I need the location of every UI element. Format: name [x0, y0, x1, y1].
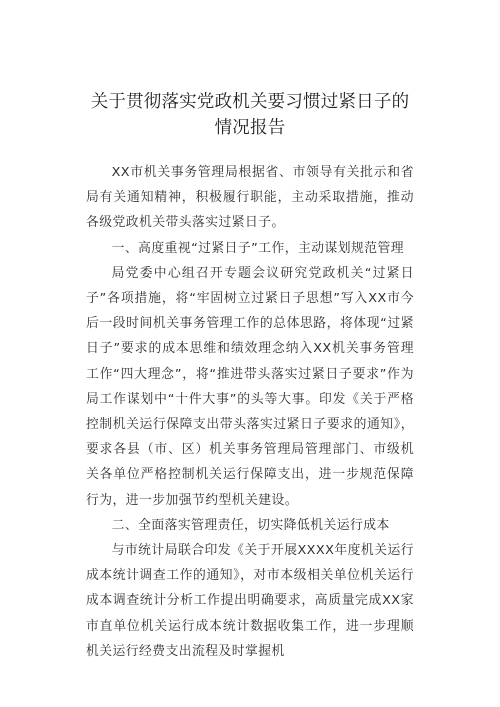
- paragraph-section-2: 与市统计局联合印发《关于开展XXXX年度机关运行成本统计调查工作的通知》，对市本级相关单位机关运行成本调查统计分析工作提出明确要求，高质量完成XX家市直单位机关运行成本统计数据收集工作，进一步理顺机关运行经费支出流程及时掌握机: [86, 543, 414, 659]
- paragraph-section-1: 局党委中心组召开专题会议研究党政机关“过紧日子”各项措施，将“牢固树立过紧日子思想”写入XX市今后一段时间机关事务管理工作的总体思路，将体现“过紧日子”要求的成本思维和绩效理念纳入XX机关事务管理工作“四大理念”，将“推进带头落实过紧日子要求”作为局工作谋划中“十件大事”的头等大事。印发《关于严格控制机关运行保障支出带头落实过紧日子要求的通知》，要求各县（市、区）机关事务管理局管理部门、市级机关各单位严格控制机关运行保障支出，进一步规范保障行为，进一步加强节约型机关建设。: [86, 265, 414, 508]
- section-heading-2: 二、全面落实管理责任，切实降低机关运行成本: [111, 517, 390, 533]
- section-heading-1: 一、高度重视“过紧日子”工作，主动谋划规范管理: [111, 240, 404, 256]
- document-title-line-1: 关于贯彻落实党政机关要习惯过紧日子的: [90, 92, 410, 112]
- paragraph-intro: XX市机关事务管理局根据省、市领导有关批示和省局有关通知精神，积极履行职能，主动采取措施，推动各级党政机关带头落实过紧日子。: [86, 165, 414, 231]
- document-body: [86, 160, 414, 664]
- document-title-line-2: 情况报告: [214, 118, 286, 138]
